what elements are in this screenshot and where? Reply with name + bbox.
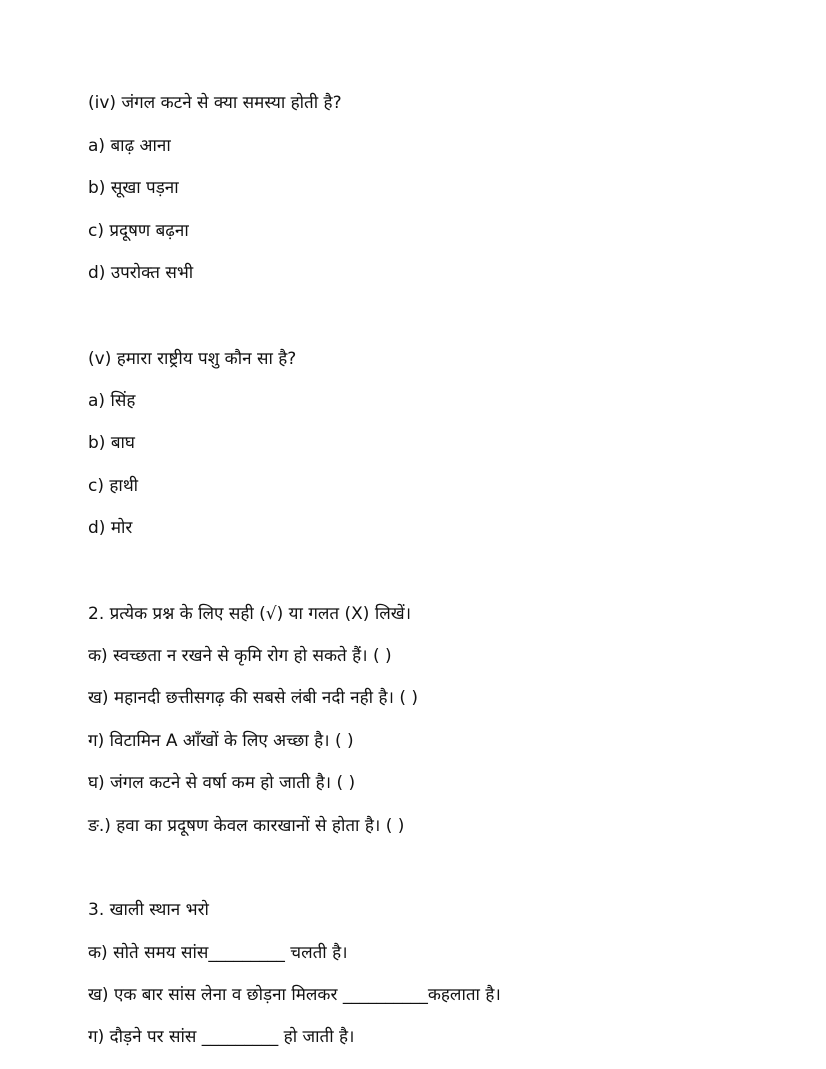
section2-item-1: क) स्वच्छता न रखने से कृमि रोग हो सकते हैं। ( ): [88, 646, 392, 666]
q-v-option-b: b) बाघ: [88, 433, 135, 453]
q-v-option-a: a) सिंह: [88, 391, 136, 411]
q-iv-option-d: d) उपरोक्त सभी: [88, 263, 194, 283]
section3-heading: 3. खाली स्थान भरो: [88, 900, 209, 920]
q-v-option-d: d) मोर: [88, 518, 133, 538]
q-v-option-c: c) हाथी: [88, 476, 139, 496]
section2-heading: 2. प्रत्येक प्रश्न के लिए सही (√) या गलत (X) लिखें।: [88, 604, 412, 624]
section2-item-3: ग) विटामिन A आँखों के लिए अच्छा है। ( ): [88, 731, 354, 751]
section3-item-2: ख) एक बार सांस लेना व छोड़ना मिलकर __________कहलाता है।: [88, 985, 501, 1005]
q-iv-option-a: a) बाढ़ आना: [88, 136, 171, 156]
section3-item-3: ग) दौड़ने पर सांस _________ हो जाती है।: [88, 1027, 355, 1047]
q-v-question: (v) हमारा राष्ट्रीय पशु कौन सा है?: [88, 349, 297, 369]
q-iv-question: (iv) जंगल कटने से क्या समस्या होती है?: [88, 93, 342, 113]
q-iv-option-c: c) प्रदूषण बढ़ना: [88, 221, 189, 241]
section2-item-5: ङ.) हवा का प्रदूषण केवल कारखानों से होता है। ( ): [88, 816, 405, 836]
section2-item-4: घ) जंगल कटने से वर्षा कम हो जाती है। ( ): [88, 773, 356, 793]
section3-item-1: क) सोते समय सांस_________ चलती है।: [88, 943, 348, 963]
q-iv-option-b: b) सूखा पड़ना: [88, 178, 179, 198]
section2-item-2: ख) महानदी छत्तीसगढ़ की सबसे लंबी नदी नही है। ( ): [88, 688, 418, 708]
